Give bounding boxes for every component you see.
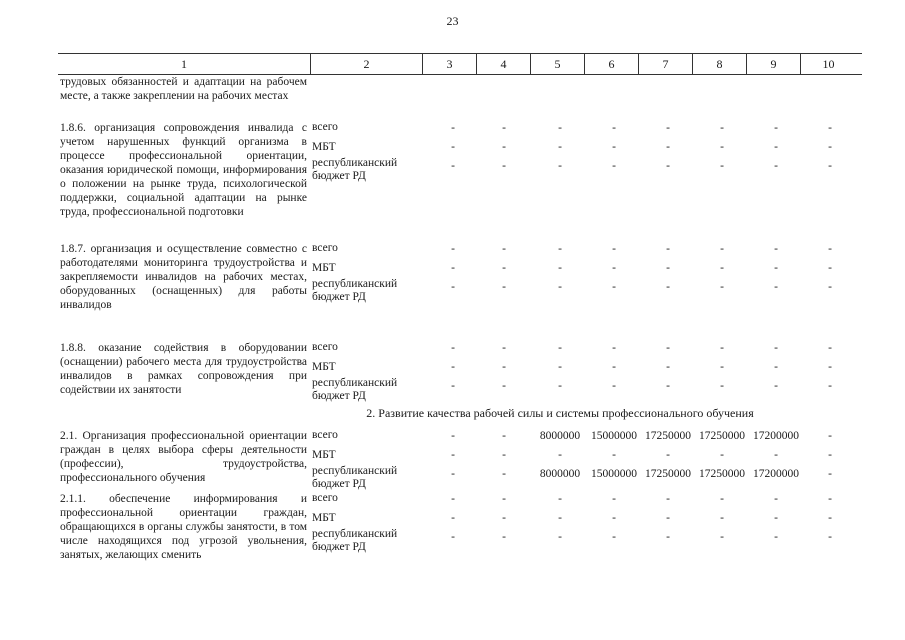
budget-table xyxy=(58,53,862,561)
value-cell: 8000000 xyxy=(539,430,581,442)
value-cell: - xyxy=(774,141,778,153)
value-cell: - xyxy=(612,262,616,274)
value-cell: - xyxy=(666,380,670,392)
value-cell: - xyxy=(828,512,832,524)
value-cell: 17200000 xyxy=(753,468,799,480)
value-cell: - xyxy=(612,122,616,134)
value-cell: - xyxy=(558,380,562,392)
value-cell: - xyxy=(502,430,506,442)
funding-source-label: МБТ xyxy=(312,512,336,524)
funding-sources xyxy=(310,242,422,312)
funding-source-label: всего xyxy=(312,429,338,441)
section-title: 2. Развитие качества рабочей силы и системы профессионального обучения xyxy=(366,406,754,420)
value-cell: - xyxy=(502,468,506,480)
value-cell: - xyxy=(666,361,670,373)
value-cell: - xyxy=(451,243,455,255)
value-cell: - xyxy=(774,380,778,392)
value-cell: - xyxy=(451,122,455,134)
value-cell: - xyxy=(828,281,832,293)
value-cell: - xyxy=(666,281,670,293)
value-cell: - xyxy=(666,262,670,274)
value-cell: - xyxy=(502,380,506,392)
value-cell: - xyxy=(612,512,616,524)
value-cell: 17250000 xyxy=(645,430,691,442)
funding-source-label: республиканский бюджет РД xyxy=(312,465,398,490)
value-cell: - xyxy=(666,141,670,153)
value-cell: - xyxy=(720,449,724,461)
funding-source-label: всего xyxy=(312,492,338,504)
funding-source-label: республиканский бюджет РД xyxy=(312,157,398,182)
value-cell: - xyxy=(612,380,616,392)
row-description: 1.8.6. организация сопровождения инвалида с учетом нарушенных функций организма в процессе профессиональной ориентации, оказания юридической помощи, информирования о положении на рынке труда, психологической поддержки, социальной адаптации на рынке труда, профессиональной подготовки xyxy=(60,122,307,218)
value-cell: - xyxy=(828,493,832,505)
value-cell: 15000000 xyxy=(591,430,637,442)
funding-source-label: всего xyxy=(312,121,338,133)
value-cell: - xyxy=(828,342,832,354)
value-cell: - xyxy=(774,449,778,461)
page-number: 23 xyxy=(446,14,459,28)
value-cell: - xyxy=(451,430,455,442)
value-cell: - xyxy=(451,281,455,293)
value-cell: - xyxy=(612,493,616,505)
funding-source-label: республиканский бюджет РД xyxy=(312,377,398,402)
table-row xyxy=(58,492,862,562)
value-cell: - xyxy=(666,512,670,524)
row-description: 1.8.7. организация и осуществление совместно с работодателями мониторинга трудоустройства и закрепляемости инвалидов на рабочих местах, оборудованных (оснащенных) для работы инвалидов xyxy=(60,243,307,311)
value-cell: - xyxy=(502,122,506,134)
value-cell: - xyxy=(774,342,778,354)
value-cell: - xyxy=(774,493,778,505)
value-cell: - xyxy=(666,243,670,255)
value-cell: - xyxy=(720,160,724,172)
row-description: 1.8.8. оказание содействия в оборудовании (оснащении) рабочего места для трудоустройства инвалидов в рамках сопровождения при содействии их занятости xyxy=(60,342,307,396)
value-cell: - xyxy=(828,531,832,543)
value-cell: - xyxy=(558,281,562,293)
value-cell: - xyxy=(451,160,455,172)
value-cell: - xyxy=(828,243,832,255)
column-header-5: 5 xyxy=(530,54,584,74)
value-cell: - xyxy=(666,122,670,134)
funding-source-label: всего xyxy=(312,341,338,353)
value-cell: - xyxy=(558,342,562,354)
table-row xyxy=(58,429,862,490)
column-header-9: 9 xyxy=(746,54,800,74)
value-cell: - xyxy=(666,531,670,543)
value-cell: - xyxy=(720,361,724,373)
column-header-1: 1 xyxy=(181,56,187,71)
value-cell: - xyxy=(720,141,724,153)
value-cell: - xyxy=(720,281,724,293)
table-header-row xyxy=(58,53,862,75)
value-cell: - xyxy=(828,430,832,442)
value-cell: - xyxy=(720,243,724,255)
funding-source-label: республиканский бюджет РД xyxy=(312,528,398,553)
value-cell: 17250000 xyxy=(699,468,745,480)
row-description: 2.1. Организация профессиональной ориентации граждан в целях выбора сферы деятельности (профессии), трудоустройства, профессионального обучения xyxy=(60,430,307,484)
value-cell: - xyxy=(558,141,562,153)
value-cell: - xyxy=(774,281,778,293)
value-cell: - xyxy=(828,449,832,461)
value-cell: - xyxy=(774,512,778,524)
funding-source-label: МБТ xyxy=(312,449,336,461)
value-cell: - xyxy=(502,361,506,373)
value-cell: - xyxy=(774,160,778,172)
value-cell: - xyxy=(828,380,832,392)
row-description: трудовых обязанностей и адаптации на рабочем месте, а также закреплении на рабочих местах xyxy=(60,76,307,102)
value-cell: - xyxy=(774,531,778,543)
value-cell: 17250000 xyxy=(699,430,745,442)
value-cell: - xyxy=(502,243,506,255)
value-cell: - xyxy=(558,160,562,172)
value-cell: - xyxy=(451,380,455,392)
value-cell: - xyxy=(828,160,832,172)
value-cell: - xyxy=(828,361,832,373)
value-cell: - xyxy=(558,243,562,255)
value-cell: - xyxy=(666,493,670,505)
value-cell: - xyxy=(451,361,455,373)
value-cell: - xyxy=(451,531,455,543)
value-cell: - xyxy=(502,512,506,524)
funding-sources xyxy=(310,121,422,219)
value-cell: - xyxy=(558,512,562,524)
value-cell: - xyxy=(502,141,506,153)
value-cell: - xyxy=(558,531,562,543)
value-cell: - xyxy=(666,449,670,461)
value-cell: - xyxy=(612,141,616,153)
row-description: 2.1.1. обеспечение информирования и профессиональной ориентации граждан, обращающихся в органы службы занятости, в том числе находящихся под угрозой увольнения, занятых, желающих сменить xyxy=(60,493,307,561)
column-header-3: 3 xyxy=(422,54,476,74)
column-header-7: 7 xyxy=(638,54,692,74)
value-cell: - xyxy=(502,449,506,461)
value-cell: - xyxy=(612,342,616,354)
value-cell: - xyxy=(451,342,455,354)
value-cell: - xyxy=(451,262,455,274)
value-cell: 15000000 xyxy=(591,468,637,480)
value-cell: - xyxy=(451,493,455,505)
value-cell: - xyxy=(720,122,724,134)
value-cell: - xyxy=(451,512,455,524)
funding-sources xyxy=(310,492,422,562)
value-cell: - xyxy=(451,449,455,461)
value-cell: - xyxy=(828,468,832,480)
value-cell: 8000000 xyxy=(539,468,581,480)
funding-sources xyxy=(310,341,422,402)
value-cell: 17200000 xyxy=(753,430,799,442)
value-cell: - xyxy=(558,262,562,274)
value-cell: - xyxy=(612,449,616,461)
table-row xyxy=(58,121,862,219)
value-cell: - xyxy=(612,281,616,293)
value-cell: - xyxy=(502,493,506,505)
value-cell: - xyxy=(502,342,506,354)
value-cell: - xyxy=(720,380,724,392)
value-cell: - xyxy=(720,493,724,505)
value-cell: - xyxy=(666,342,670,354)
value-cell: - xyxy=(558,361,562,373)
value-cell: - xyxy=(666,160,670,172)
value-cell: - xyxy=(720,262,724,274)
value-cell: - xyxy=(451,468,455,480)
column-header-4: 4 xyxy=(476,54,530,74)
value-cell: - xyxy=(612,243,616,255)
value-cell: - xyxy=(774,361,778,373)
funding-source-label: всего xyxy=(312,242,338,254)
column-header-2: 2 xyxy=(310,54,422,74)
value-cell: - xyxy=(720,342,724,354)
funding-source-label: республиканский бюджет РД xyxy=(312,278,398,303)
funding-sources xyxy=(310,75,422,103)
value-cell: - xyxy=(774,262,778,274)
value-cell: - xyxy=(558,449,562,461)
value-cell: - xyxy=(720,512,724,524)
value-cell: - xyxy=(558,493,562,505)
value-cell: - xyxy=(502,531,506,543)
value-cell: - xyxy=(612,531,616,543)
funding-source-label: МБТ xyxy=(312,141,336,153)
value-cell: - xyxy=(720,531,724,543)
value-cell: - xyxy=(502,262,506,274)
table-row xyxy=(58,341,862,402)
value-cell: 17250000 xyxy=(645,468,691,480)
value-cell: - xyxy=(828,262,832,274)
value-cell: - xyxy=(502,160,506,172)
funding-source-label: МБТ xyxy=(312,361,336,373)
column-header-10: 10 xyxy=(800,54,856,74)
value-cell: - xyxy=(558,122,562,134)
value-cell: - xyxy=(612,160,616,172)
funding-sources xyxy=(310,429,422,490)
column-header-6: 6 xyxy=(584,54,638,74)
table-row xyxy=(58,242,862,312)
value-cell: - xyxy=(612,361,616,373)
table-row xyxy=(58,75,862,103)
value-cell: - xyxy=(828,122,832,134)
value-cell: - xyxy=(828,141,832,153)
value-cell: - xyxy=(451,141,455,153)
value-cell: - xyxy=(774,243,778,255)
value-cell: - xyxy=(502,281,506,293)
value-cell: - xyxy=(774,122,778,134)
funding-source-label: МБТ xyxy=(312,262,336,274)
column-header-8: 8 xyxy=(692,54,746,74)
